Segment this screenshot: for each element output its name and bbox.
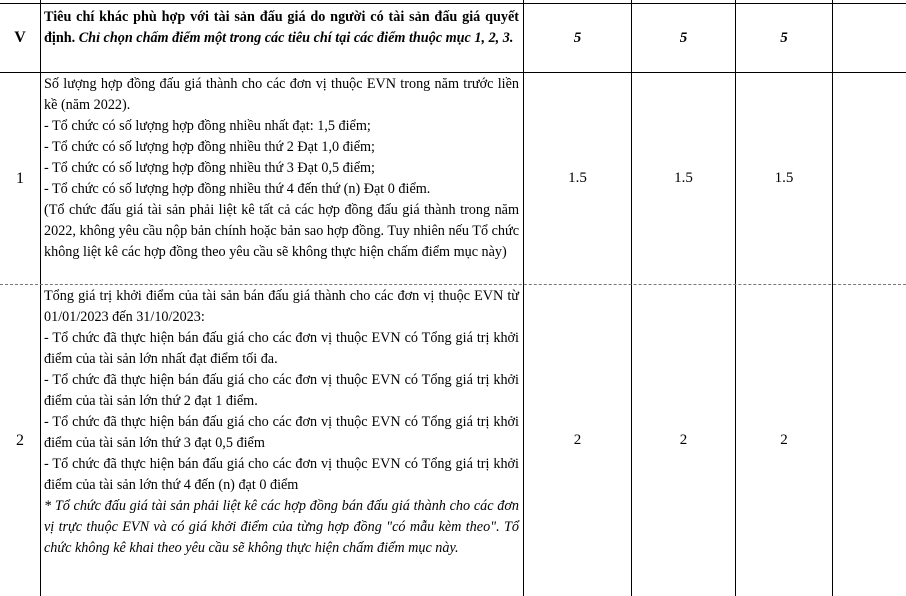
row-index: 1 xyxy=(16,169,24,187)
score-cell: 2 xyxy=(780,432,788,448)
score-cell: 1.5 xyxy=(774,170,794,186)
criterion-line: - Tổ chức đã thực hiện bán đấu giá cho các đơn vị thuộc EVN có Tổng giá trị khởi điểm của tài sản lớn thứ 3 đạt 0,5 điểm xyxy=(44,414,519,451)
score-cell: 1.5 xyxy=(568,170,587,186)
row-index: 2 xyxy=(16,431,24,449)
criterion-title: Tiêu chí khác phù hợp với tài sản đấu giá do người có tài sản đấu giá quyết định. xyxy=(44,9,519,46)
criterion-line: - Tổ chức có số lượng hợp đồng nhiều nhất đạt: 1,5 điểm; xyxy=(44,118,371,134)
criterion-line: - Tổ chức đã thực hiện bán đấu giá cho các đơn vị thuộc EVN có Tổng giá trị khởi điểm của tài sản lớn thứ 4 đến (n) đạt 0 điểm xyxy=(44,456,519,493)
criterion-line: - Tổ chức có số lượng hợp đồng nhiều thứ 3 Đạt 0,5 điểm; xyxy=(44,160,375,176)
score-cell: 5 xyxy=(573,29,582,46)
criterion-instruction: Chỉ chọn chấm điểm một trong các tiêu chí tại các điểm thuộc mục 1, 2, 3. xyxy=(78,29,514,46)
criterion-line: - Tổ chức đã thực hiện bán đấu giá cho các đơn vị thuộc EVN có Tổng giá trị khởi điểm của tài sản lớn nhất đạt điểm tối đa. xyxy=(44,330,519,367)
score-cell: 2 xyxy=(679,432,688,448)
score-cell: 2 xyxy=(573,432,582,448)
criterion-note: * Tổ chức đấu giá tài sản phải liệt kê các hợp đồng bán đấu giá thành cho các đơn vị trực thuộc EVN và có giá khởi điểm của từng hợp đồng "có mẫu kèm theo". Tổ chức không kê khai theo yêu cầu sẽ không thực hiện chấm điểm mục này. xyxy=(44,498,519,556)
row-index: V xyxy=(14,29,26,46)
criterion-text xyxy=(41,7,523,71)
criterion-text xyxy=(41,286,523,596)
column-divider xyxy=(832,0,833,596)
score-cell: 5 xyxy=(780,29,788,46)
criterion-line: Số lượng hợp đồng đấu giá thành cho các đơn vị thuộc EVN trong năm trước liền kề (năm 2022). xyxy=(44,76,519,113)
criterion-line: - Tổ chức có số lượng hợp đồng nhiều thứ 2 Đạt 1,0 điểm; xyxy=(44,139,375,155)
criterion-line: (Tổ chức đấu giá tài sản phải liệt kê tất cả các hợp đồng đấu giá thành trong năm 2022, không yêu cầu nộp bản chính hoặc bản sao hợp đồng. Tuy nhiên nếu Tổ chức không liệt kê các hợp đồng theo yêu cầu sẽ không thực hiện chấm điểm mục này) xyxy=(44,202,519,260)
criterion-text xyxy=(41,74,523,284)
criterion-line: - Tổ chức có số lượng hợp đồng nhiều thứ 4 đến thứ (n) Đạt 0 điểm. xyxy=(44,181,431,197)
score-cell: 1.5 xyxy=(674,170,693,186)
criterion-line: Tổng giá trị khởi điểm của tài sản bán đấu giá thành cho các đơn vị thuộc EVN từ 01/01/2023 đến 31/10/2023: xyxy=(44,288,519,325)
criterion-line: - Tổ chức đã thực hiện bán đấu giá cho các đơn vị thuộc EVN có Tổng giá trị khởi điểm của tài sản lớn thứ 2 đạt 1 điểm. xyxy=(44,372,519,409)
score-cell: 5 xyxy=(679,29,688,46)
